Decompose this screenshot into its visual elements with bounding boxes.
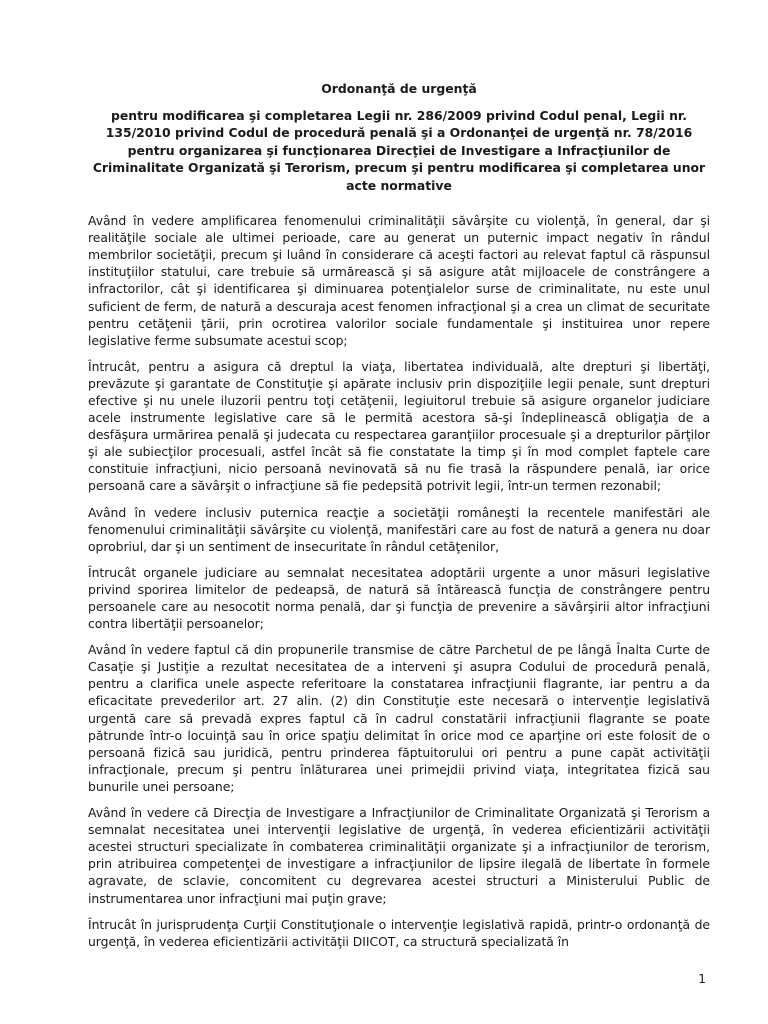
paragraph: Având în vedere amplificarea fenomenului criminalităţii săvârşite cu violenţă, în general, dar şi realităţile sociale ale ultimei perioade, care au generat un puternic impact negativ în rândul membrilor societăţii, precum şi luând în considerare că aceşti factori au relevat faptul că răspunsul instituţiilor statului, care trebuie să urmărească şi să asigure atât mijloacele de constrângere a infractorilor, cât şi identificarea şi diminuarea potenţialelor surse de criminalitate, nu este unul suficient de ferm, de natură a descuraja acest fenomen infracţional şi a crea un climat de securitate pentru cetăţenii ţării, prin ocrotirea valorilor sociale fundamentale şi instituirea unor repere legislative ferme subsumate acestui scop;: [88, 213, 710, 348]
document-subtitle: pentru modificarea şi completarea Legii nr. 286/2009 privind Codul penal, Legii nr. 135/2010 privind Codul de procedură penală şi a Ordonanţei de urgenţă nr. 78/2016 pentru organizarea şi funcţionarea Direcţiei de Investigare a Infracţiunilor de Criminalitate Organizată şi Terorism, precum şi pentru modificarea şi completarea unor acte normative: [92, 108, 706, 193]
paragraph: Întrucât în jurisprudenţa Curţii Constituţionale o intervenţie legislativă rapidă, printr-o ordonanţă de urgenţă, în vederea eficientizării activităţii DIICOT, ca structură specializată în: [88, 916, 710, 949]
document-title: Ordonanţă de urgenţă: [321, 81, 477, 96]
paragraph: Având în vedere că Direcţia de Investigare a Infracţiunilor de Criminalitate Organizată şi Terorism a semnalat necesitatea unei intervenţii legislative de urgenţă, în vederea eficientizării activităţii acestei structuri specializate în combaterea criminalităţii organizate şi a infracţiunilor de terorism, prin atribuirea competenţei de investigare a infracţiunilor de lipsire ilegală de libertate în formele agravate, de sclavie, concomitent cu degrevarea acestei structuri a Ministerului Public de instrumentarea unor infracţiuni mai puţin grave;: [88, 805, 710, 906]
page-number: 1: [698, 971, 706, 986]
paragraph: Având în vedere faptul că din propunerile transmise de către Parchetul de pe lângă Înalta Curte de Casaţie şi Justiţie a rezultat necesitatea de a interveni şi asupra Codului de procedură penală, pentru a clarifica unele aspecte referitoare la constatarea infracţiunii flagrante, iar pentru a da eficacitate prevederilor art. 27 alin. (2) din Constituţie este necesară o intervenţie legislativă urgentă care să prevadă expres faptul că în cadrul constatării infracţiunii flagrante se poate pătrunde într-o locuinţă sau în orice spaţiu delimitat în orice mod ce aparţine ori este folosit de o persoană fizică sau juridică, pentru prinderea făptuitorului ori pentru a pune capăt activităţii infracţionale, precum şi pentru înlăturarea unei primejdii privind viaţa, integritatea fizică sau bunurile unei persoane;: [88, 642, 710, 794]
paragraph: Întrucât organele judiciare au semnalat necesitatea adoptării urgente a unor măsuri legislative privind sporirea limitelor de pedeapsă, de natură să întărească funcţia de constrângere pentru persoanele care au nesocotit norma penală, dar şi funcţia de prevenire a săvârşirii altor infracţiuni contra libertăţii persoanelor;: [88, 564, 710, 632]
paragraph: Întrucât, pentru a asigura că dreptul la viaţa, libertatea individuală, alte drepturi şi libertăţi, prevăzute şi garantate de Constituţie şi apărate inclusiv prin dispoziţiile legii penale, sunt drepturi efective şi nu unele iluzorii pentru toţi cetăţenii, legiuitorul trebuie să asigure organelor judiciare acele instrumente legislative care să le permită acestora să-şi îndeplinească obligaţia de a desfăşura urmărirea penală şi judecata cu respectarea garanţiilor procesuale şi a drepturilor părţilor şi ale subiecţilor procesuali, astfel încât să fie constatate la timp şi în mod complet faptele care constituie infracţiuni, nicio persoană nevinovată să nu fie trasă la răspundere penală, iar orice persoană care a săvârşit o infracţiune să fie pedepsită potrivit legii, într-un termen rezonabil;: [88, 358, 710, 494]
paragraph: Având în vedere inclusiv puternica reacţie a societăţii româneşti la recentele manifestări ale fenomenului criminalităţii săvârşite cu violenţă, manifestări care au fost de natură a genera nu doar oprobriul, dar şi un sentiment de insecuritate în rândul cetăţenilor,: [88, 504, 710, 554]
